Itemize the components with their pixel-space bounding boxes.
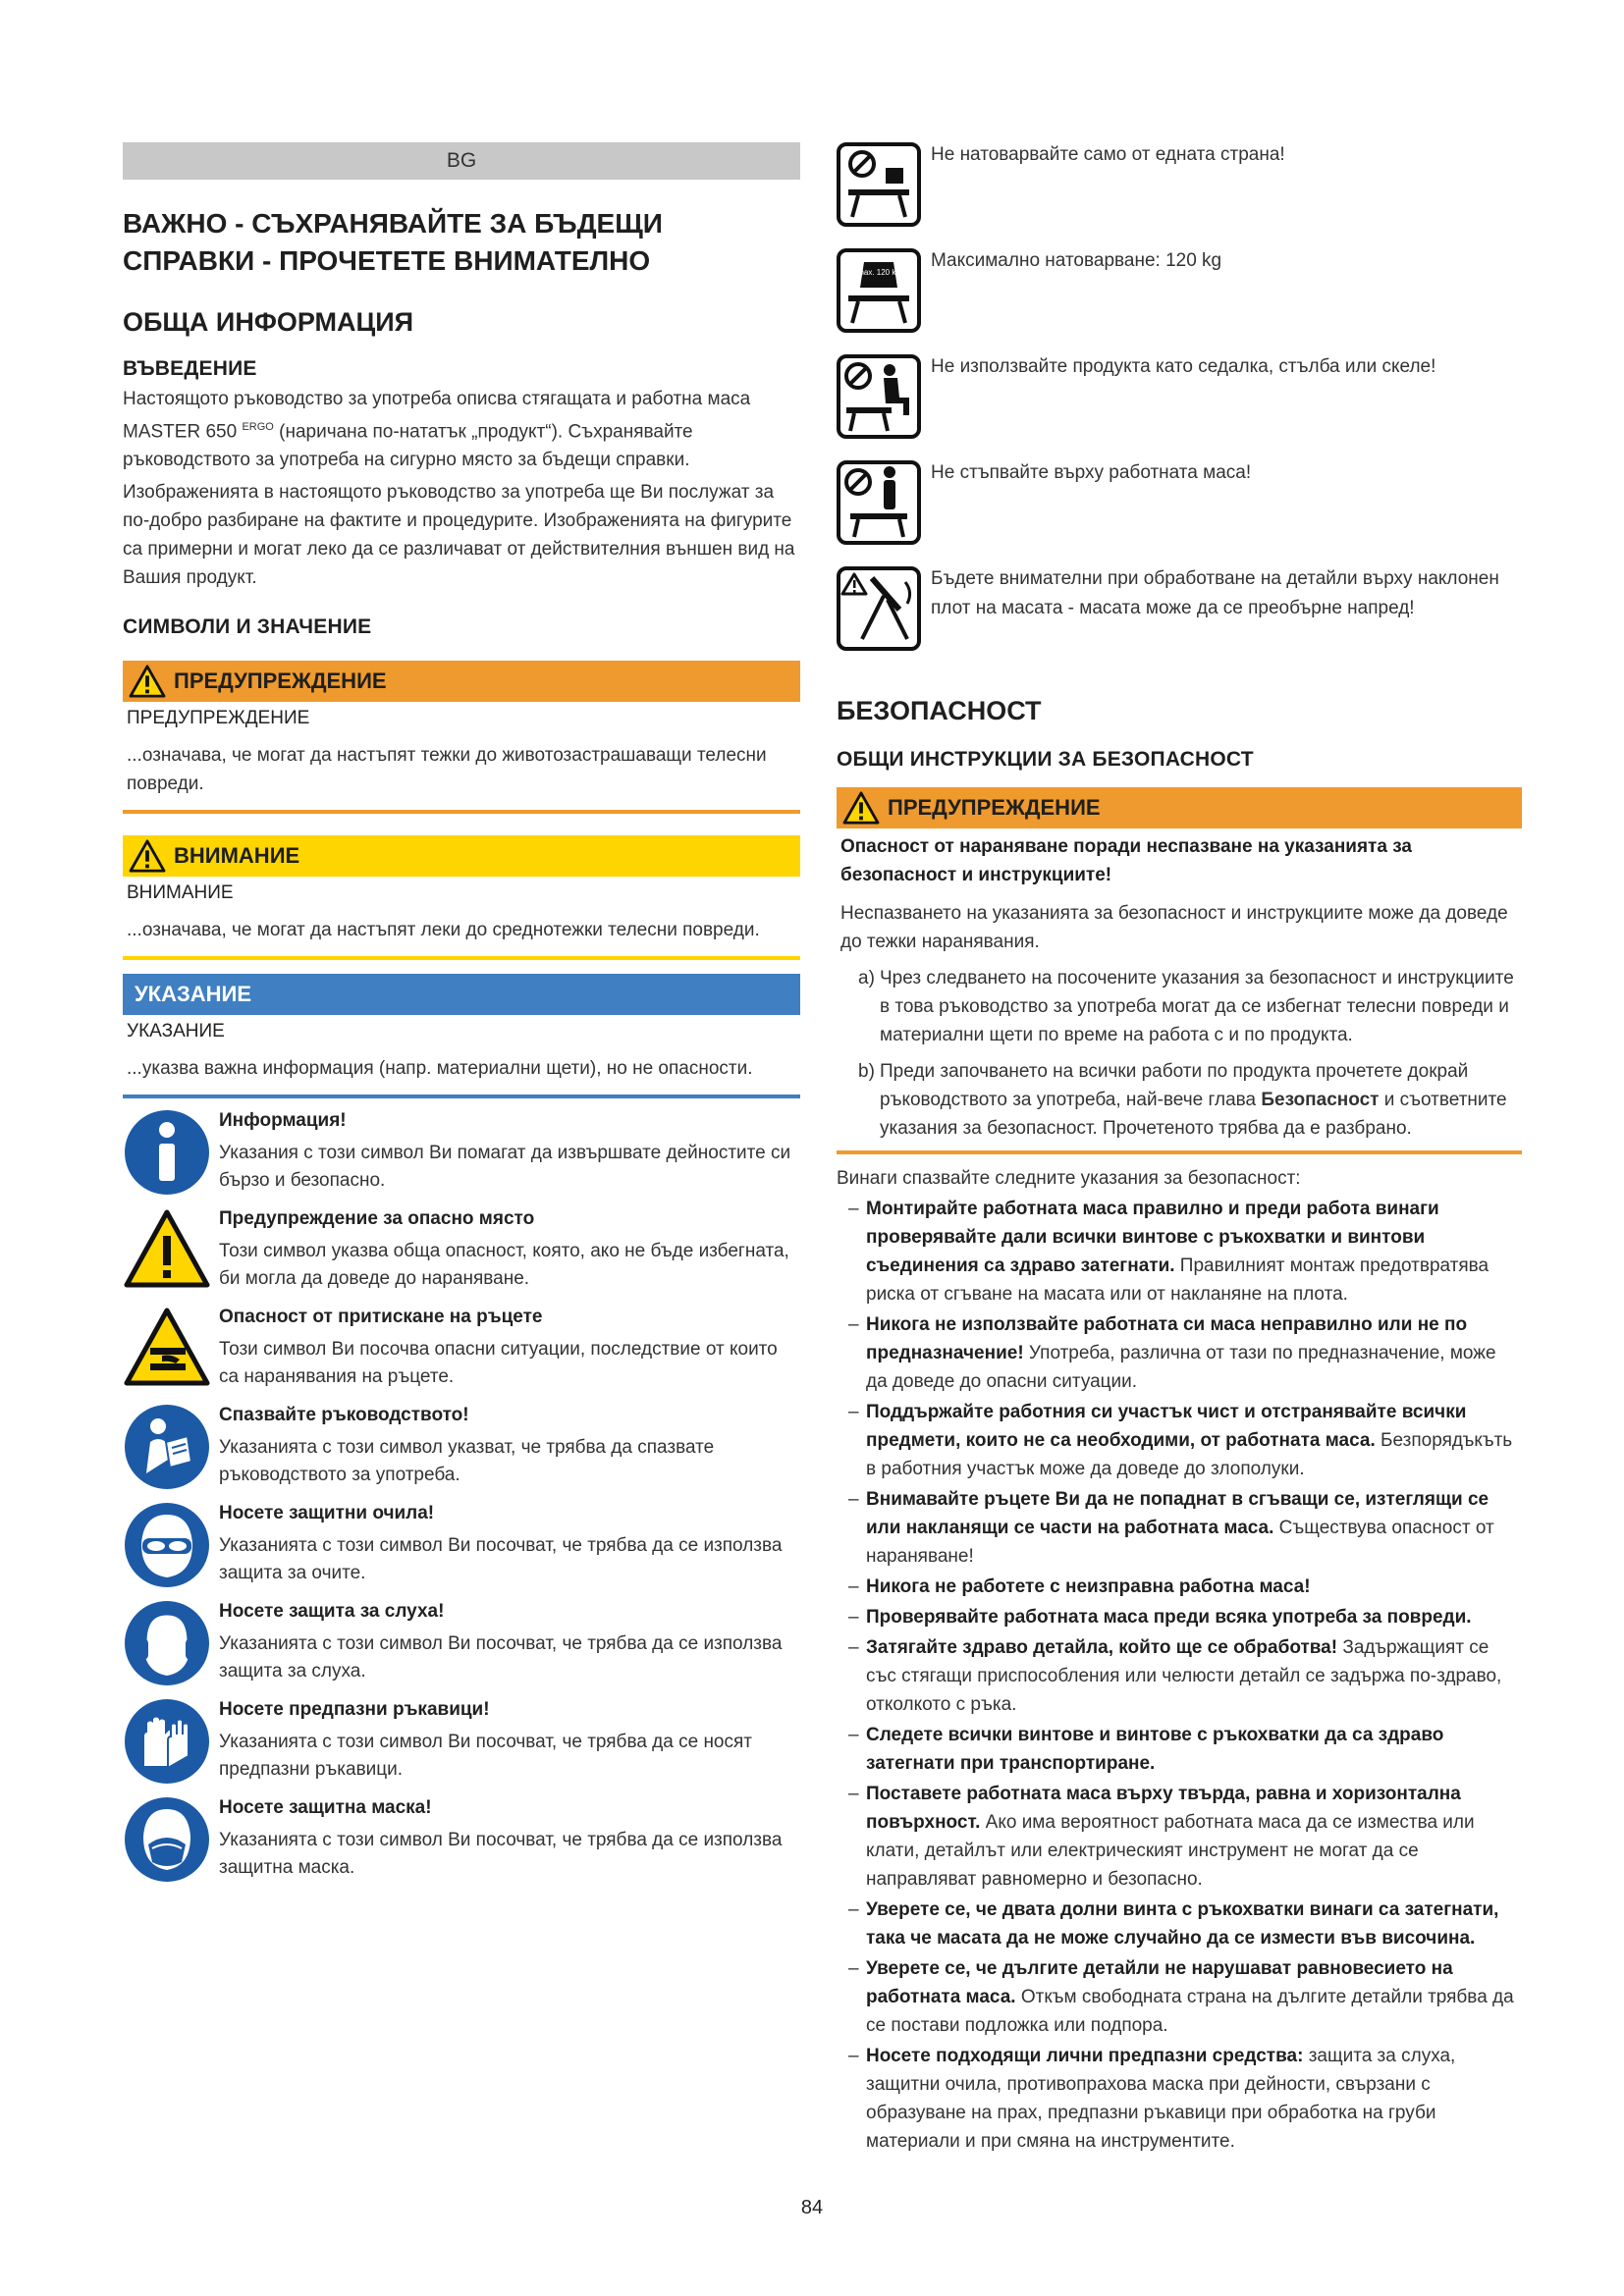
bullet-bold: Затягайте здраво детайла, който ще се обработва!: [866, 1637, 1338, 1658]
caution-hint-rule: [123, 956, 800, 960]
safety-bullet: [837, 1573, 1522, 1601]
symbol-row-info: [123, 1108, 800, 1197]
caution-triangle-icon: [129, 839, 166, 873]
symbol-row-manual: [123, 1403, 800, 1491]
safety-bullet-list: [837, 1195, 1522, 2156]
bullet-text: Задържащият се със стягащи приспособления или челюсти детайл се задържа по-здраво, отколкото с ръка.: [866, 1637, 1502, 1715]
safety-item-b: [837, 1057, 1522, 1143]
bullet-text: Откъм свободната страна на дългите детайли трябва да се постави подложка или подпора.: [866, 1987, 1514, 2036]
pictogram-row-one-side: [837, 142, 1522, 248]
safety-bullet: [837, 1195, 1522, 1308]
safety-bullet: [837, 1633, 1522, 1719]
tilt-warning-icon: [837, 566, 921, 651]
symbol-title: Носете защитна маска!: [219, 1797, 432, 1819]
bullet-bold: Следете всички винтове и винтове с ръкохватки да са здраво затегнати при транспортиране.: [866, 1725, 1444, 1774]
bullet-text: Безпорядъкъть в работния участък може да доведе до злополуки.: [866, 1430, 1513, 1479]
pictogram-row-no-standing: [837, 460, 1522, 566]
bullet-text: Правилният монтаж предотвратява риска от сгъване на масата или от накланяне на плота.: [866, 1255, 1489, 1305]
pictogram-row-no-sitting: [837, 354, 1522, 460]
caution-hint-sub: ВНИМАНИЕ: [127, 882, 234, 904]
caution-hint-box: [123, 835, 800, 960]
symbol-row-gloves: [123, 1697, 800, 1786]
pictogram-text: Бъдете внимателни при обработване на детайли върху наклонен плот на масата - масата може да се преобърне напред!: [931, 568, 1499, 618]
safety-warning-text: Неспазването на указанията за безопасност и инструкциите може да доведе до тежки наранявания.: [840, 903, 1508, 952]
left-column: [123, 142, 800, 1884]
safety-heading: БЕЗОПАСНОСТ: [837, 696, 1042, 725]
symbol-hand-body: [219, 1305, 800, 1393]
safety-item-b-text-1: Преди започването на всички работи по продукта прочетете докрай ръководството за употреба, най-вече глава: [880, 1061, 1469, 1110]
notice-hint-rule: [123, 1095, 800, 1098]
warning-hint-text: ...означава, че могат да настъпят тежки до животозастрашаващи телесни повреди.: [127, 745, 767, 795]
safety-warning-label: ПРЕДУПРЕЖДЕНИЕ: [888, 795, 1101, 820]
ergo-superscript: ERGO: [242, 421, 274, 433]
safety-bullet: [837, 1310, 1522, 1396]
symbol-row-goggles: [123, 1501, 800, 1589]
symbol-manual-body: [219, 1403, 800, 1491]
bullet-bold: Монтирайте работната маса правилно и преди работа винаги проверявайте дали всички винтове с ръкохватки и винтови съединения са здраво затегнати.: [866, 1199, 1439, 1276]
bullet-text: защита за слуха, защитни очила, противопрахова маска при дейности, свързани с образуване на прах, предпазни ръкавици при обработка на груби материали и при смяна на инструментите.: [866, 2046, 1456, 2152]
general-info-heading: ОБЩА ИНФОРМАЦИЯ: [123, 307, 414, 337]
safety-bullet: [837, 1896, 1522, 1952]
symbol-row-hand-crush: [123, 1305, 800, 1393]
intro-text-a: Настоящото ръководство за употреба описва стягащата и работна маса MASTER 650: [123, 389, 751, 443]
bullet-bold: Уверете се, че дългите детайли не нарушават равновесието на работната маса.: [866, 1958, 1453, 2007]
pictogram-text: Не стъпвайте върху работната маса!: [931, 462, 1252, 483]
bullet-bold: Поддържайте работния си участък чист и отстранявайте всички предмети, които не са необходими, от работната маса.: [866, 1402, 1467, 1451]
warning-triangle-icon: [123, 1206, 211, 1295]
right-column: [837, 142, 1522, 2156]
safety-bullet: [837, 1721, 1522, 1778]
symbol-text: Указанията с този символ Ви посочват, че трябва да се използва защита за слуха.: [219, 1633, 783, 1682]
bullet-bold: Носете подходящи лични предпазни средства:: [866, 2046, 1304, 2066]
max-load-icon: [837, 248, 921, 333]
bullet-bold: Проверявайте работната маса преди всяка употреба за повреди.: [866, 1607, 1472, 1628]
symbol-text: Указанията с този символ Ви посочват, че трябва да се използва защита за очите.: [219, 1535, 783, 1584]
symbols-list: [123, 1108, 800, 1884]
bullet-text: Ако има вероятност работната маса да се измества или клати, детайлът или електрическият инструмент не могат да се направляват равномерно и безопасно.: [866, 1812, 1475, 1890]
always-intro: Винаги спазвайте следните указания за безопасност:: [837, 1168, 1301, 1189]
pictogram-text: Максимално натоварване: 120 kg: [931, 250, 1222, 271]
safety-warning-bold: Опасност от нараняване поради неспазване на указанията за безопасност и инструкциите!: [840, 836, 1412, 885]
ear-protection-icon: [123, 1599, 211, 1687]
warning-hint-label: ПРЕДУПРЕЖДЕНИЕ: [174, 668, 387, 694]
caution-hint-text: ...означава, че могат да настъпят леки до среднотежки телесни повреди.: [127, 920, 760, 941]
safety-warning-rule: [837, 1150, 1522, 1154]
safety-bullet: [837, 1603, 1522, 1631]
pictogram-text: Не натоварвайте само от едната страна!: [931, 144, 1285, 165]
symbol-title: Опасност от притискане на ръцете: [219, 1307, 543, 1328]
bullet-text: Употреба, различна от тази по предназначение, може да доведе до опасни ситуации.: [866, 1343, 1496, 1392]
symbol-title: Спазвайте ръководството!: [219, 1405, 469, 1426]
intro-heading: ВЪВЕДЕНИЕ: [123, 357, 257, 380]
one-side-load-icon: [837, 142, 921, 227]
bullet-bold: Никога не използвайте работната си маса неправилно или не по предназначение!: [866, 1314, 1468, 1363]
no-standing-icon: [837, 460, 921, 545]
warning-hint-rule: [123, 810, 800, 814]
symbol-row-warning: [123, 1206, 800, 1295]
symbol-title: Носете защитни очила!: [219, 1503, 435, 1524]
safety-bullet: [837, 2042, 1522, 2156]
symbol-row-mask: [123, 1795, 800, 1884]
symbol-ear-body: [219, 1599, 800, 1687]
symbol-info-body: [219, 1108, 800, 1197]
symbol-title: Информация!: [219, 1110, 347, 1132]
warning-hint-box: [123, 661, 800, 814]
pictogram-row-max-load: [837, 248, 1522, 354]
safety-item-b-bold: Безопасност: [1261, 1090, 1380, 1110]
safety-bullet: [837, 1954, 1522, 2040]
pictogram-text: Не използвайте продукта като седалка, стълба или скеле!: [931, 356, 1436, 377]
symbols-heading: СИМВОЛИ И ЗНАЧЕНИЕ: [123, 615, 372, 639]
bullet-bold: Никога не работете с неизправна работна маса!: [866, 1576, 1311, 1597]
goggles-icon: [123, 1501, 211, 1589]
symbol-text: Указанията с този символ Ви посочват, че трябва да се използва защитна маска.: [219, 1830, 783, 1879]
bullet-bold: Уверете се, че двата долни винта с ръкохватки винаги са затегнати, така че масата да не може случайно да се измести във височина.: [866, 1899, 1499, 1949]
symbol-text: Този символ Ви посочва опасни ситуации, последствие от които са наранявания на ръцете.: [219, 1339, 778, 1388]
intro-paragraph-1: [123, 385, 800, 474]
symbol-row-ear: [123, 1599, 800, 1687]
pictogram-row-tilt: [837, 566, 1522, 672]
safety-subheading: ОБЩИ ИНСТРУКЦИИ ЗА БЕЗОПАСНОСТ: [837, 748, 1254, 771]
notice-hint-text: ...указва важна информация (напр. материални щети), но не опасности.: [127, 1058, 753, 1080]
max-load-label: max. 120 kg: [857, 268, 900, 277]
symbol-title: Предупреждение за опасно място: [219, 1208, 535, 1230]
read-manual-icon: [123, 1403, 211, 1491]
safety-bullet: [837, 1398, 1522, 1483]
bullet-bold: Поставете работната маса върху твърда, равна и хоризонтална повърхност.: [866, 1784, 1461, 1833]
gloves-icon: [123, 1697, 211, 1786]
intro-paragraph-2: Изображенията в настоящото ръководство за употреба ще Ви послужат за по-добро разбиране на фактите и процедурите. Изображенията на фигурите са примерни и могат леко да се различават от действителния външен вид на Вашия продукт.: [123, 482, 795, 589]
page-title: ВАЖНО - СЪХРАНЯВАЙТЕ ЗА БЪДЕЩИ СПРАВКИ - ПРОЧЕТЕТЕ ВНИМАТЕЛНО: [123, 208, 663, 276]
mask-icon: [123, 1795, 211, 1884]
bullet-bold: Внимавайте ръцете Ви да не попаднат в сгъващи се, изтеглящи се или накланящи се части на работната маса.: [866, 1489, 1489, 1538]
safety-bullet: [837, 1780, 1522, 1894]
symbol-title: Носете предпазни ръкавици!: [219, 1699, 490, 1721]
notice-hint-sub: УКАЗАНИЕ: [127, 1021, 225, 1042]
safety-item-a-text: Чрез следването на посочените указания за безопасност и инструкциите в това ръководство за употреба могат да се избегнат телесни повреди и материални щети по време на работа с и по продукта.: [880, 968, 1514, 1045]
symbol-warning-body: [219, 1206, 800, 1295]
symbol-mask-body: [219, 1795, 800, 1884]
symbol-goggles-body: [219, 1501, 800, 1589]
safety-warning-bar: [837, 787, 1522, 828]
caution-hint-label: ВНИМАНИЕ: [174, 843, 300, 869]
symbol-text: Указания с този символ Ви помагат да извършвате дейностите си бързо и безопасно.: [219, 1143, 791, 1192]
no-sitting-icon: [837, 354, 921, 439]
symbol-text: Този символ указва обща опасност, която, ако не бъде избегната, би могла да доведе до нараняване.: [219, 1241, 789, 1290]
symbol-gloves-body: [219, 1697, 800, 1786]
safety-warning-box: [837, 787, 1522, 1154]
bullet-text: Съществува опасност от нараняване!: [866, 1518, 1494, 1567]
info-icon: [123, 1108, 211, 1197]
language-bar: BG: [123, 142, 800, 180]
safety-warning-list: [837, 964, 1522, 1143]
notice-hint-box: [123, 974, 800, 1098]
notice-hint-label: УКАЗАНИЕ: [135, 982, 252, 1007]
hand-crush-icon: [123, 1305, 211, 1393]
safety-bullet: [837, 1485, 1522, 1571]
list-letter-a: a): [858, 968, 875, 988]
notice-hint-bar: [123, 974, 800, 1015]
symbol-title: Носете защита за слуха!: [219, 1601, 445, 1623]
warning-hint-sub: ПРЕДУПРЕЖДЕНИЕ: [127, 708, 310, 729]
pictogram-list: [837, 142, 1522, 672]
symbol-text: Указанията с този символ указват, че трябва да спазвате ръководството за употреба.: [219, 1437, 715, 1486]
safety-item-a: [837, 964, 1522, 1049]
warning-triangle-icon: [842, 791, 880, 825]
caution-hint-bar: [123, 835, 800, 877]
warning-hint-bar: [123, 661, 800, 702]
page-number: 84: [800, 2197, 824, 2218]
list-letter-b: b): [858, 1061, 875, 1082]
warning-triangle-icon: [129, 665, 166, 698]
intro-text-b: (наричана по-нататък „продукт“). Съхранявайте ръководството за употреба на сигурно място за бъдещи справки.: [123, 421, 693, 471]
symbol-text: Указанията с този символ Ви посочват, че трябва да се носят предпазни ръкавици.: [219, 1732, 752, 1781]
safety-item-b-text-2: и съответните указания за безопасност. Прочетеното трябва да е разбрано.: [880, 1090, 1507, 1139]
